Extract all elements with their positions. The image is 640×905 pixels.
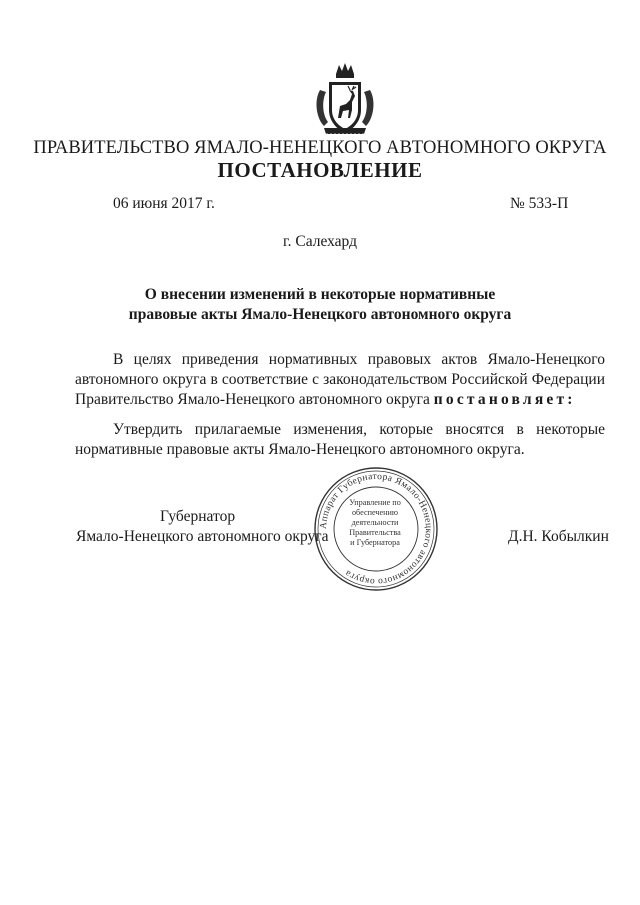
preamble-text: В целях приведения нормативных правовых актов Ямало-Ненецкого автономного округа в соответствие с законодательством Российской Федерации Правительство Ямало-Ненецкого автономного округа [75, 351, 605, 408]
document-title [0, 285, 640, 325]
decree-verb: постановляет: [433, 391, 576, 408]
paragraph-resolution: Утвердить прилагаемые изменения, которые вносятся в некоторые нормативные правовые акты Ямало-Ненецкого автономного округа. [75, 421, 605, 458]
signer-name: Д.Н. Кобылкин [508, 528, 609, 545]
coat-of-arms-icon [310, 60, 380, 140]
stamp-line: Управление по [349, 498, 401, 507]
signer-position-line-1: Губернатор [160, 508, 236, 525]
stamp-line: деятельности [351, 518, 399, 527]
stamp-line: обеспечению [351, 508, 399, 517]
signer-position-line-2: Ямало-Ненецкого автономного округа [76, 528, 329, 545]
stamp-center-text [328, 498, 422, 548]
government-name: ПРАВИТЕЛЬСТВО ЯМАЛО-НЕНЕЦКОГО АВТОНОМНОГО ОКРУГА [33, 138, 607, 158]
title-line-2: правовые акты Ямало-Ненецкого автономного округа [128, 306, 512, 323]
stamp-line: Правительства [349, 528, 401, 537]
document-type: ПОСТАНОВЛЕНИЕ [217, 158, 423, 182]
title-line-1: О внесении изменений в некоторые нормативные [144, 286, 496, 303]
stamp-line: и Губернатора [350, 538, 400, 547]
paragraph-preamble [75, 350, 605, 410]
document-number: № 533-П [510, 195, 569, 212]
document-date: 06 июня 2017 г. [113, 195, 215, 212]
stamp-ring-text: Аппарат Губернатора Ямало-Ненецкого автономного округа [318, 471, 434, 587]
document-city: г. Салехард [283, 233, 357, 250]
